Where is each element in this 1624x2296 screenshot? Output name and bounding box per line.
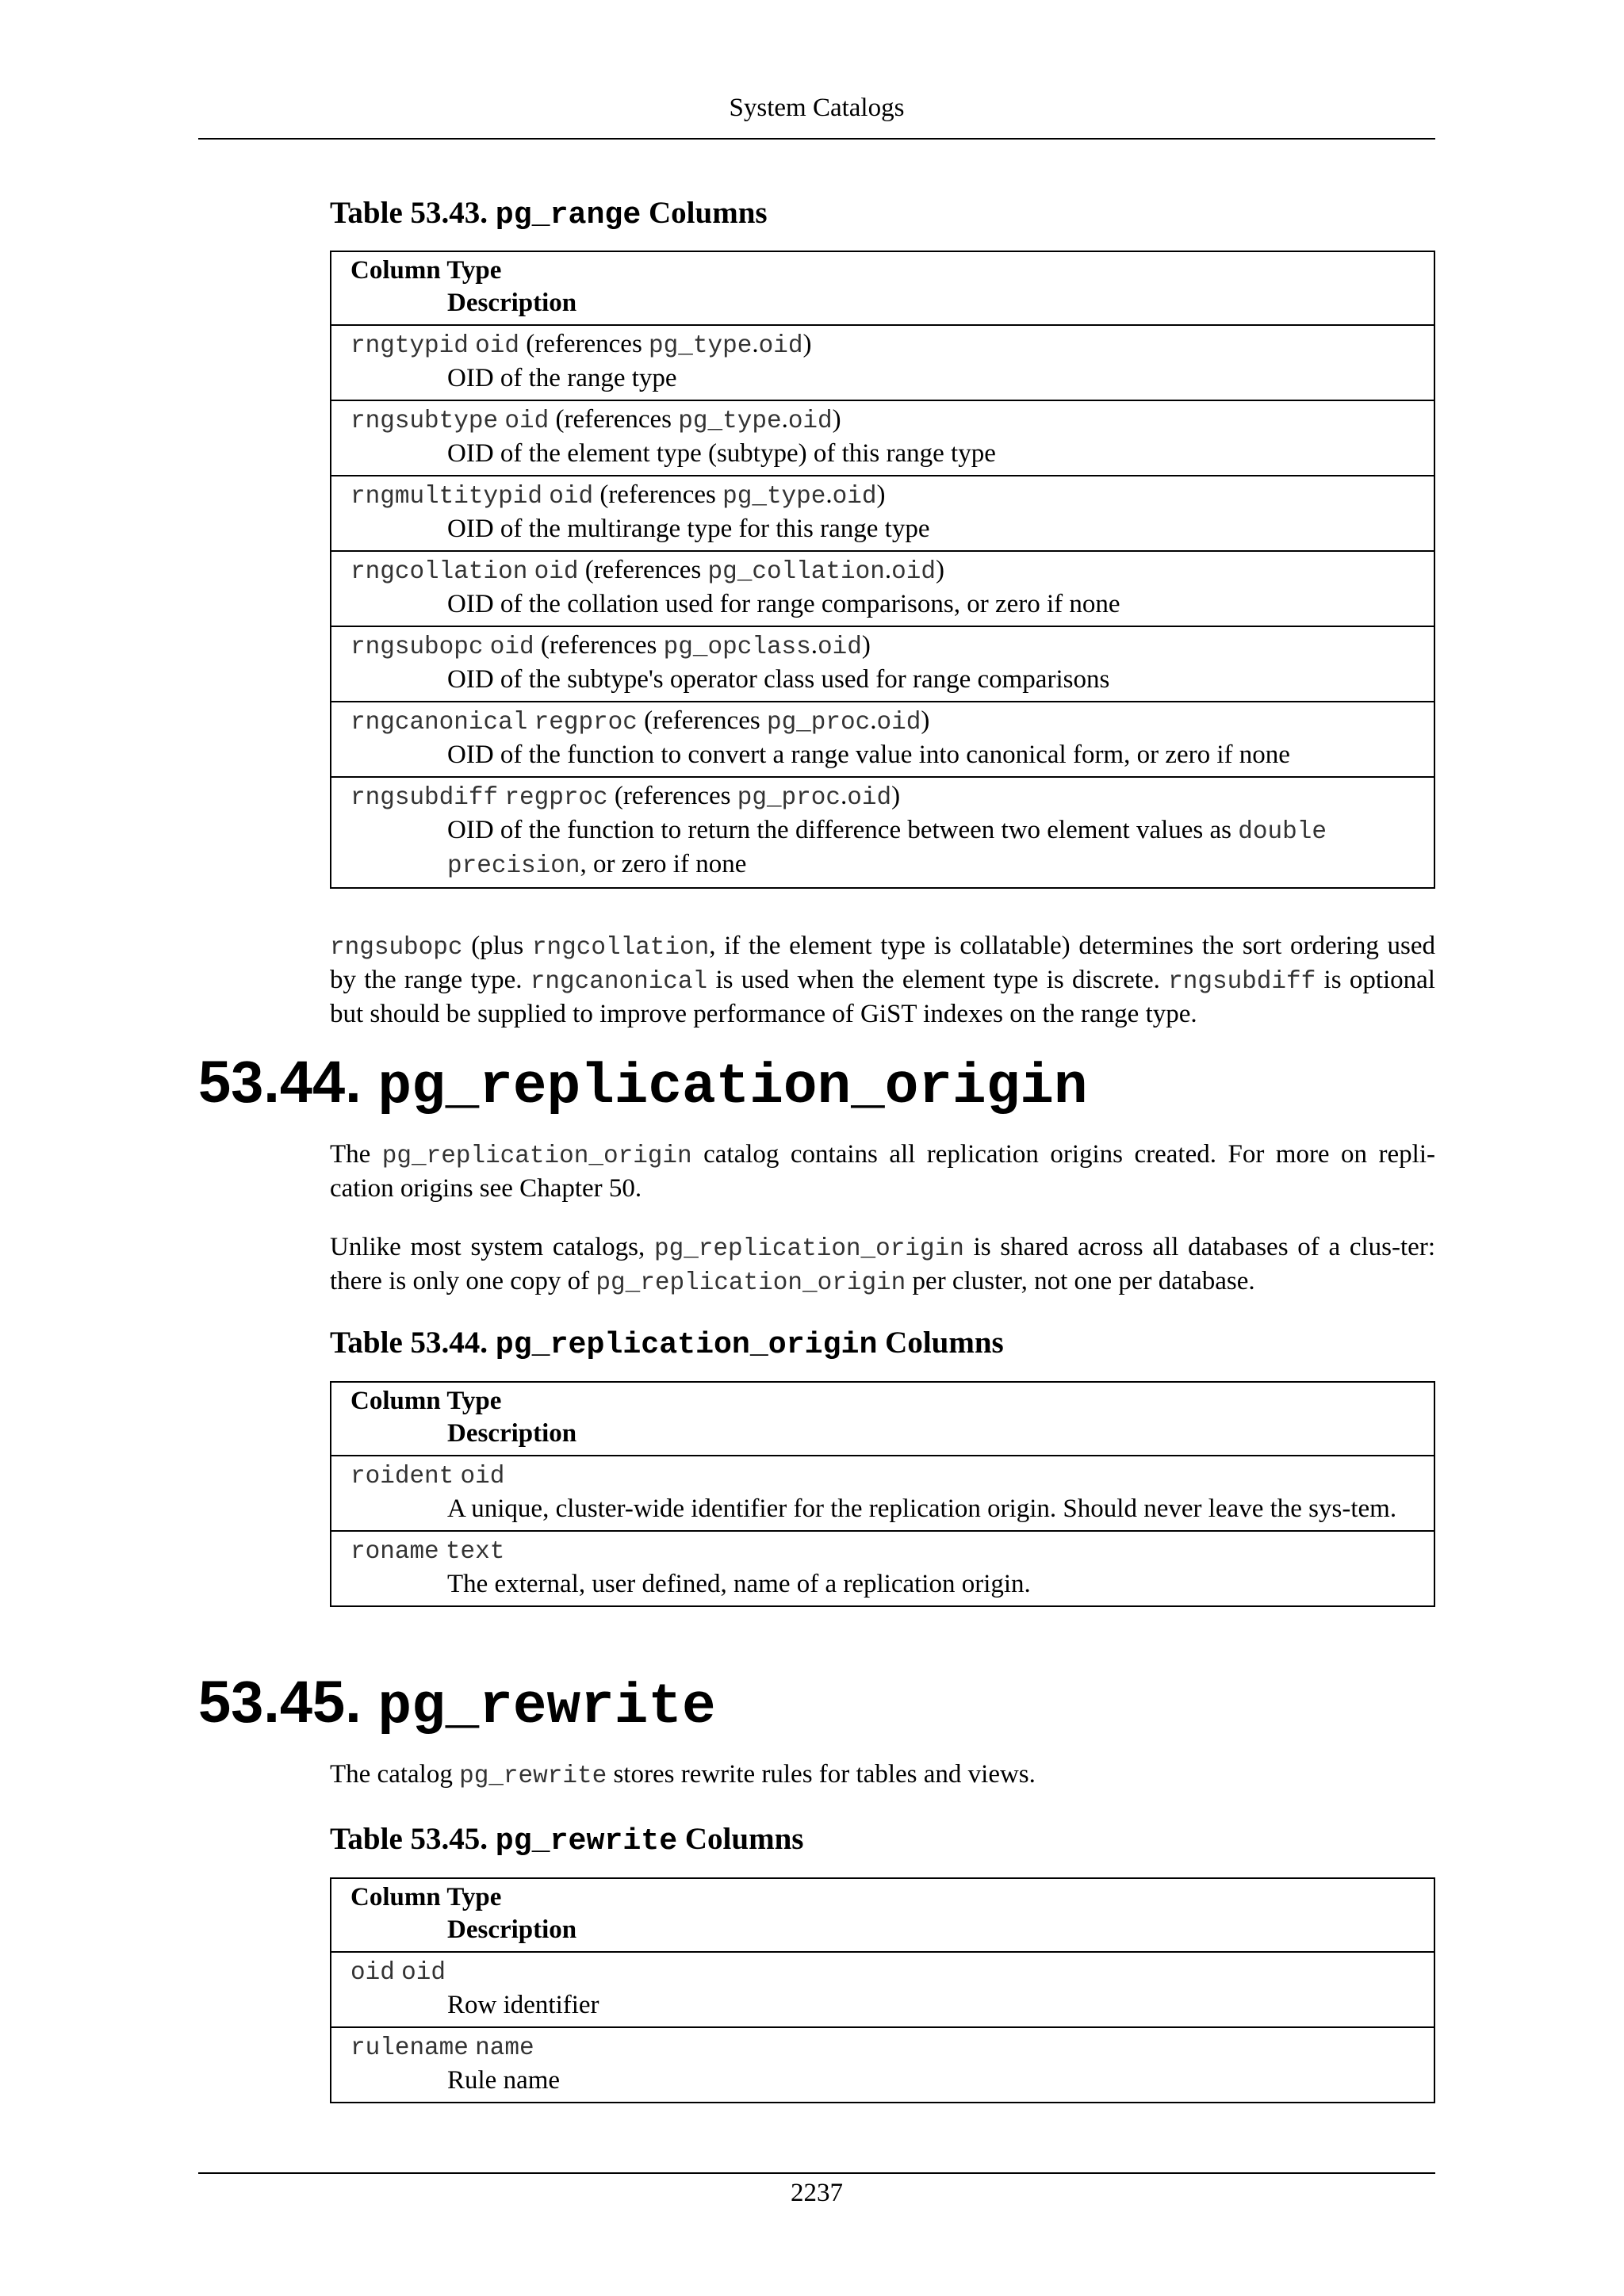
references-label: (references — [584, 556, 708, 584]
table-title-code: pg_replication_origin — [495, 1328, 878, 1362]
references-label: (references — [599, 480, 723, 509]
table-row — [331, 1951, 1434, 2026]
table-row: rngcanonical regproc (references pg_proc.oid) OID of the function to convert a range value into canonical form, or zero if none — [331, 701, 1434, 776]
footer-rule — [198, 2172, 1435, 2174]
column-description: OID of the collation used for range comparisons, or zero if none — [447, 590, 1120, 618]
column-type: text — [445, 1538, 505, 1566]
column-name: roident — [350, 1463, 454, 1490]
rewrite-paragraph: The catalog pg_rewrite stores rewrite rules for tables and views. — [330, 1760, 1036, 1790]
referenced-column: oid — [891, 558, 936, 586]
column-type: regproc — [504, 784, 608, 812]
table-title-code: pg_rewrite — [495, 1824, 678, 1858]
column-type-header: Column Type — [350, 256, 502, 285]
inline-code: pg_replication_origin — [381, 1142, 692, 1170]
section-number: 53.45. — [198, 1669, 378, 1735]
inline-code: pg_replication_origin — [596, 1269, 906, 1297]
range-note-paragraph: rngsubopc (plus rngcollation, if the element type is collatable) determines the sort ordering used by the range type. rngcanonical is used when the element type is discrete. rngsubdiff is optional but should be supplied to improve performance of GiST indexes on the range type. — [330, 932, 1436, 1028]
inline-code: rngsubopc — [330, 934, 463, 962]
references-label: (references — [526, 330, 649, 358]
referenced-column: oid — [818, 633, 862, 661]
column-type: oid — [489, 633, 534, 661]
column-name: rulename — [350, 2034, 469, 2062]
column-description: OID of the element type (subtype) of this range type — [447, 439, 996, 468]
referenced-catalog: pg_type — [722, 483, 826, 511]
referenced-catalog: pg_proc — [766, 709, 871, 737]
column-name: rngsubtype — [350, 408, 499, 435]
inline-code: pg_replication_origin — [653, 1235, 964, 1263]
column-description: OID of the multirange type for this range type — [447, 515, 930, 543]
column-description: OID of the function to return the difference between two element values as double precision, or zero if none — [447, 816, 1327, 880]
referenced-column: oid — [832, 483, 877, 511]
column-name: oid — [350, 1959, 395, 1987]
column-type: regproc — [534, 709, 638, 737]
referenced-catalog: pg_proc — [737, 784, 841, 812]
table-title-prefix: Table 53.45. — [330, 1822, 496, 1856]
referenced-catalog: pg_collation — [707, 558, 885, 586]
section-code: pg_replication_origin — [377, 1056, 1088, 1119]
inline-code: rngcollation — [531, 934, 710, 962]
table-title-pg-replication-origin — [330, 1325, 1004, 1362]
column-name: rngcollation — [350, 558, 528, 586]
column-name: rngcanonical — [350, 709, 528, 737]
table-row: rngtypid oid (references pg_type.oid) OID of the range type — [331, 324, 1434, 400]
column-name: rngsubopc — [350, 633, 484, 661]
column-description: Rule name — [447, 2066, 561, 2095]
inline-code: pg_rewrite — [459, 1762, 607, 1790]
inline-code: rngcanonical — [530, 968, 708, 996]
section-code: pg_rewrite — [377, 1676, 716, 1739]
table-header-row — [331, 252, 1434, 324]
column-type: oid — [475, 332, 519, 360]
table-title-suffix: Columns — [641, 196, 768, 230]
table-title-prefix: Table 53.43. — [330, 196, 496, 230]
column-type: oid — [549, 483, 594, 511]
column-type-header: Column Type — [350, 1883, 502, 1911]
column-type: oid — [534, 558, 579, 586]
column-type: oid — [460, 1463, 505, 1490]
table-row — [331, 1455, 1434, 1530]
column-type: name — [475, 2034, 534, 2062]
table-title-pg-range — [330, 195, 768, 232]
column-description: A unique, cluster-wide identifier for the replication origin. Should never leave the sys-tem. — [447, 1494, 1397, 1523]
column-name: rngmultitypid — [350, 483, 542, 511]
header-rule — [198, 138, 1435, 140]
page-number: 2237 — [791, 2179, 843, 2207]
table-row: rngcollation oid (references pg_collation.oid) OID of the collation used for range comparisons, or zero if none — [331, 550, 1434, 626]
section-title-rewrite — [198, 1668, 716, 1739]
table-title-pg-rewrite — [330, 1821, 803, 1858]
column-description: The external, user defined, name of a replication origin. — [447, 1570, 1031, 1598]
description-header: Description — [447, 1915, 577, 1944]
references-label: (references — [540, 631, 664, 660]
references-label: (references — [555, 405, 679, 434]
column-description: OID of the subtype's operator class used for range comparisons — [447, 665, 1110, 694]
referenced-catalog: pg_opclass — [663, 633, 811, 661]
description-header: Description — [447, 289, 577, 317]
table-title-prefix: Table 53.44. — [330, 1326, 496, 1360]
referenced-column: oid — [758, 332, 803, 360]
table-pg-replication-origin — [330, 1381, 1435, 1607]
column-name: rngsubdiff — [350, 784, 499, 812]
table-row: rngsubdiff regproc (references pg_proc.oid) OID of the function to return the difference between two element values as double precision, or zero if none — [331, 776, 1434, 887]
table-pg-rewrite — [330, 1877, 1435, 2103]
column-description: Row identifier — [447, 1991, 599, 2019]
table-title-suffix: Columns — [677, 1822, 804, 1856]
column-type-header: Column Type — [350, 1387, 502, 1415]
replication-paragraph-1: The pg_replication_origin catalog contains all replication origins created. For more on repli-cation origins see Chapter 50. — [330, 1140, 1435, 1203]
column-type: oid — [401, 1959, 446, 1987]
column-name: roname — [350, 1538, 439, 1566]
section-title-replication-origin — [198, 1048, 1087, 1119]
referenced-catalog: pg_type — [678, 408, 782, 435]
inline-code: double precision — [447, 818, 1327, 880]
running-header: System Catalogs — [729, 94, 905, 122]
column-type: oid — [504, 408, 550, 435]
referenced-catalog: pg_type — [649, 332, 753, 360]
table-title-suffix: Columns — [877, 1326, 1004, 1360]
column-description: OID of the function to convert a range value into canonical form, or zero if none — [447, 740, 1290, 769]
table-title-code: pg_range — [495, 198, 642, 232]
inline-code: rngsubdiff — [1168, 968, 1316, 996]
column-name: rngtypid — [350, 332, 469, 360]
table-row: rngmultitypid oid (references pg_type.oid) OID of the multirange type for this range type — [331, 475, 1434, 550]
column-description: OID of the range type — [447, 364, 677, 392]
referenced-column: oid — [787, 408, 833, 435]
table-header-row — [331, 1879, 1434, 1951]
table-pg-range — [330, 251, 1435, 889]
referenced-column: oid — [847, 784, 892, 812]
table-header-row — [331, 1383, 1434, 1455]
table-row — [331, 1530, 1434, 1605]
description-header: Description — [447, 1419, 577, 1448]
table-row: rngsubopc oid (references pg_opclass.oid) OID of the subtype's operator class used for range comparisons — [331, 626, 1434, 701]
referenced-column: oid — [876, 709, 921, 737]
table-row: rngsubtype oid (references pg_type.oid) OID of the element type (subtype) of this range type — [331, 400, 1434, 475]
references-label: (references — [614, 782, 737, 810]
references-label: (references — [644, 706, 767, 735]
section-number: 53.44. — [198, 1049, 378, 1115]
table-row — [331, 2026, 1434, 2102]
replication-paragraph-2: Unlike most system catalogs, pg_replication_origin is shared across all databases of a clus-ter: there is only one copy of pg_replication_origin per cluster, not one per database. — [330, 1233, 1435, 1297]
